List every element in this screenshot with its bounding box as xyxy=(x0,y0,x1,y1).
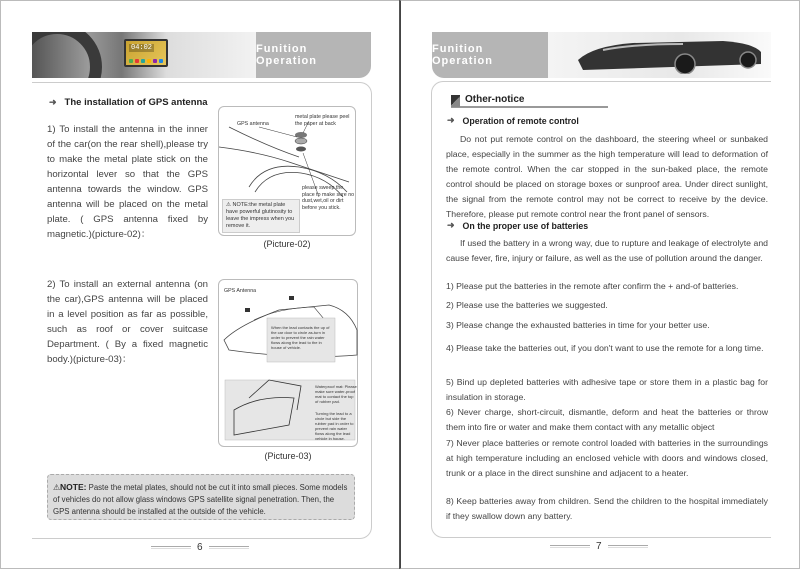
steering-wheel-graphic xyxy=(32,32,102,78)
battery-item-1: 1) Please put the batteries in the remote after confirm the + and-of batteries. xyxy=(446,281,739,291)
label-circle: Turning the lead to a circle but side the rubber pad in order to prevent rain water flows along the lead vehicle in house. xyxy=(315,411,354,441)
page-number-6: 6 xyxy=(151,542,249,553)
header-title: Funition Operation xyxy=(432,32,548,78)
battery-item-8: 8) Keep batteries away from children. Send the children to the hospital immediately if they swallow down any battery. xyxy=(446,496,768,521)
arrow-bullet-icon: ➜ xyxy=(447,220,455,230)
batteries-intro: If used the battery in a wrong way, due to rupture and leakage of electrolyte and cause fever, fire, injury or failure, as well as the use of pollution around the danger. xyxy=(446,238,768,263)
label-lead: When the lead contacts the up of the car door to circle as-turn in order to prevent the rain water flows along the lead to the in house of vehicle. xyxy=(271,325,330,350)
sports-car-graphic xyxy=(573,38,763,74)
figure-picture-02 xyxy=(218,106,356,236)
note-box: ⚠NOTE: Paste the metal plates, should not be cut it into small pieces. Some models of vehicles do not allow glass windows GPS satellite signal penetration. Then, the GPS antenna should be installed at the outside of the vehicle. xyxy=(47,474,355,520)
label-metal-plate: metal plate please peel the paper at back xyxy=(295,114,350,127)
label-gps-antenna: GPS antenna xyxy=(237,121,269,127)
figure-caption-02: (Picture-02) xyxy=(263,239,311,249)
figure-caption-03: (Picture-03) xyxy=(264,451,312,461)
step1-text: 1) To install the antenna in the inner of the car(on the rear shell),please try to make the metal plate stick on the horizontal lever so that the GPS antenna towards the window. GPS antenna will be placed on the metal plate. ( GPS antenna fixed by magnetic.)(picture-02)： xyxy=(47,124,208,240)
battery-item-4: 4) Please take the batteries out, if you don't want to use the remote for a long time. xyxy=(446,343,764,353)
label-waterproof-mat: Waterproof mat: Please make sure water-proof mat to contact the top of rubber pad. xyxy=(315,384,357,404)
dashboard-image xyxy=(32,32,256,78)
arrow-bullet-icon: ➜ xyxy=(49,97,57,107)
label-sweep-place: please sweep the place to make sure no dust,wet,oil or dirt before you stick. xyxy=(302,185,355,211)
label-gps-antenna-ext: GPS Antenna xyxy=(224,288,257,294)
head-unit-screen xyxy=(124,39,168,67)
section-title xyxy=(49,97,208,108)
page-number-7: 7 xyxy=(550,541,648,552)
battery-item-3: 3) Please change the exhausted batteries in time for your better use. xyxy=(446,320,710,330)
sports-car-image xyxy=(548,32,771,78)
left-header-banner xyxy=(32,32,371,78)
figure-note: ⚠ NOTE:the metal plate have powerful glutinosity to leave the impress when you remove it. xyxy=(222,199,300,233)
heading-tag-icon xyxy=(451,95,460,107)
battery-item-2: 2) Please use the batteries we suggested. xyxy=(446,300,608,310)
battery-item-6: 6) Never charge, short-circuit, dismantle, deform and heat the batteries or throw them into fire or water and make them contact with any metallic object xyxy=(446,407,768,432)
other-notice-heading: Other-notice xyxy=(451,94,608,108)
header-title: Funition Operation xyxy=(256,32,371,78)
battery-item-5: 5) Bind up depleted batteries with adhesive tape or store them in a plastic bag for insulation in storage. xyxy=(446,377,768,402)
section-title-text: The installation of GPS antenna xyxy=(64,97,208,108)
figure-picture-03 xyxy=(218,279,358,447)
remote-text: Do not put remote control on the dashboard, the steering wheel or sunbaked place, especially in the summer as the high temperature will lead to deformation of the remote control. When the car stopped in the sun-baked place, the remote control should be placed on storage boxes or sunproof area. Under direct sunlight, the signal from the remote control may not be correct to receive by the device. Therefore, please put remote control near the front panel of sensors. xyxy=(446,134,768,219)
step2-text: 2) To install an external antenna (on the car),GPS antenna will be placed in a level position as far as possible, such as roof or cover suitcase Department. ( By a fixed magnetic body.)(picture-03)： xyxy=(47,279,208,365)
arrow-bullet-icon: ➜ xyxy=(447,115,455,125)
remote-section-title: ➜ Operation of remote control xyxy=(447,115,579,126)
screen-clock: 04:02 xyxy=(131,44,153,52)
warning-icon: ⚠ xyxy=(226,202,233,208)
warning-icon: ⚠ xyxy=(53,483,60,492)
right-header-banner xyxy=(432,32,771,78)
batteries-section-title: ➜ On the proper use of batteries xyxy=(447,220,589,231)
battery-item-7: 7) Never place batteries or remote control loaded with batteries in the surroundings at high temperature including an enclosed vehicle with doors and windows closed, trunk or a place in the direct sunshine and adjacent to a heater. xyxy=(446,438,768,478)
